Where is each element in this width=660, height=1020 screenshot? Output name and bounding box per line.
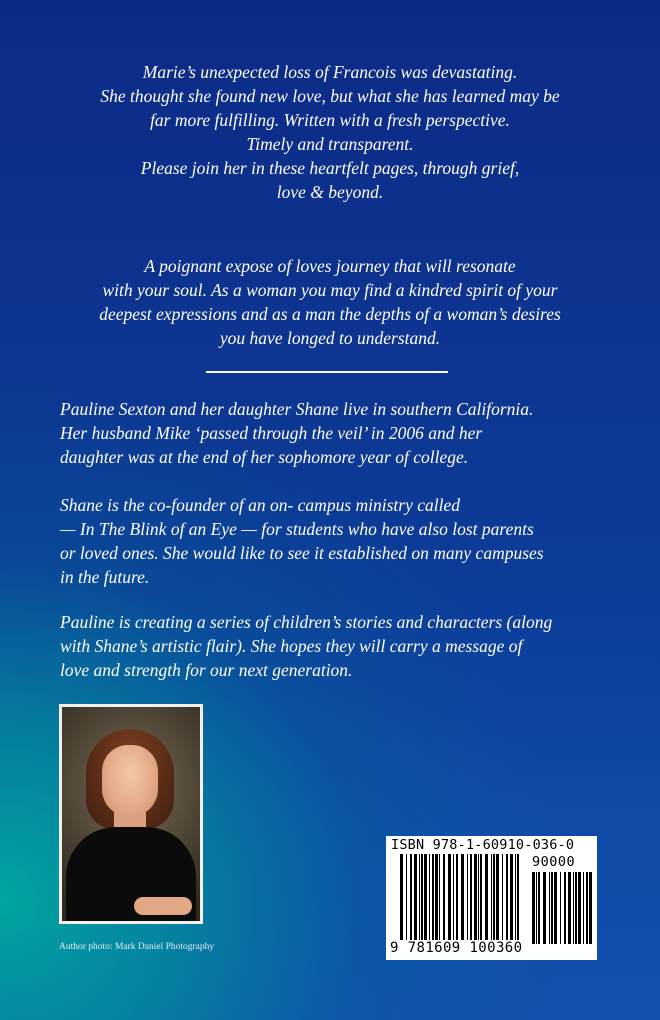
- author-photo-frame: [59, 704, 203, 924]
- bio-line: — In The Blink of an Eye — for students who have also lost parents: [60, 519, 534, 539]
- blurb-second: [40, 254, 620, 350]
- bio-line: Pauline is creating a series of children’s stories and characters (along: [60, 612, 553, 632]
- blurb-second-line: you have longed to understand.: [219, 328, 441, 348]
- blurb-top-line: love & beyond.: [276, 182, 384, 202]
- author-bio-paragraph-2: [60, 493, 600, 589]
- bio-line: with Shane’s artistic flair). She hopes they will carry a message of: [60, 636, 523, 656]
- price-code: 90000: [532, 854, 576, 870]
- blurb-top-line: Marie’s unexpected loss of Francois was devastating.: [142, 62, 518, 82]
- bio-line: love and strength for our next generation.: [60, 660, 353, 680]
- blurb-top-line: Timely and transparent.: [246, 134, 414, 154]
- bio-line: Pauline Sexton and her daughter Shane live in southern California.: [60, 399, 534, 419]
- blurb-top-line: She thought she found new love, but what she has learned may be: [100, 86, 560, 106]
- photo-credit: Author photo: Mark Daniel Photography: [59, 942, 215, 952]
- section-divider: [206, 371, 448, 373]
- blurb-second-line: A poignant expose of loves journey that will resonate: [144, 256, 516, 276]
- blurb-top-line: Please join her in these heartfelt pages, through grief,: [140, 158, 520, 178]
- bio-line: daughter was at the end of her sophomore year of college.: [60, 447, 469, 467]
- ean-digits: 9 781609 100360: [390, 940, 523, 956]
- isbn-barcode: [386, 836, 597, 960]
- bio-line: or loved ones. She would like to see it established on many campuses: [60, 543, 544, 563]
- blurb-top: [40, 60, 620, 204]
- author-photo: [62, 707, 200, 921]
- bio-line: in the future.: [60, 567, 150, 587]
- isbn-label: ISBN 978-1-60910-036-0: [391, 837, 575, 853]
- photo-face-shape: [102, 745, 158, 817]
- bio-line: Her husband Mike ‘passed through the veil’ in 2006 and her: [60, 423, 483, 443]
- photo-hands-shape: [134, 897, 192, 915]
- blurb-top-line: far more fulfilling. Written with a fresh perspective.: [150, 110, 510, 130]
- bio-line: Shane is the co-founder of an on- campus ministry called: [60, 495, 461, 515]
- blurb-second-line: deepest expressions and as a man the depths of a woman’s desires: [99, 304, 561, 324]
- blurb-second-line: with your soul. As a woman you may find a kindred spirit of your: [102, 280, 558, 300]
- author-bio-paragraph-1: [60, 397, 600, 469]
- author-bio-paragraph-3: [60, 610, 600, 682]
